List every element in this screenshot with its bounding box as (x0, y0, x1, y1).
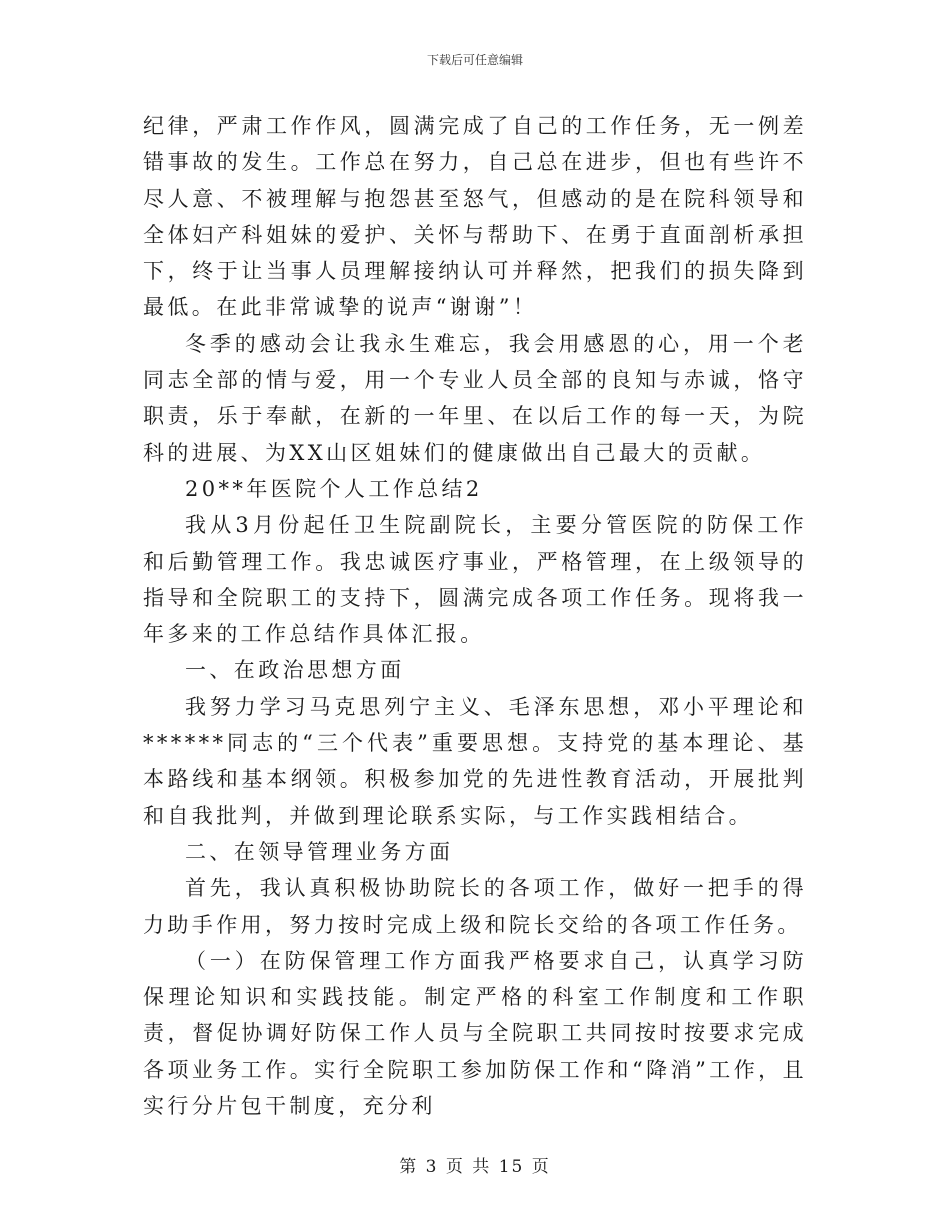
paragraph-continuation: 纪律，严肃工作作风，圆满完成了自己的工作任务，无一例差错事故的发生。工作总在努力，自己总在进步，但也有些许不尽人意、不被理解与抱怨甚至怒气，但感动的是在院科领导和全体妇产科姐妹的爱护、关怀与帮助下、在勇于直面剖析承担下，终于让当事人员理解接纳认可并释然，把我们的损失降到最低。在此非常诚挚的说声“谢谢”！ (143, 114, 807, 320)
section-title-summary-2: 20**年医院个人工作总结2 (185, 476, 483, 501)
paragraph-leadership: 首先，我认真积极协助院长的各项工作，做好一把手的得力助手作用，努力按时完成上级和院长交给的各项工作任务。 (143, 876, 807, 937)
heading-leadership-management: 二、在领导管理业务方面 (185, 839, 454, 864)
paragraph-prevention-management: （一）在防保管理工作方面我严格要求自己，认真学习防保理论知识和实践技能。制定严格的科室工作制度和工作职责，督促协调好防保工作人员与全院职工共同按时按要求完成各项业务工作。实行全院职工参加防保工作和“降消”工作，且实行分片包干制度，充分利 (143, 948, 807, 1119)
page-number: 第 3 页 共 15 页 (399, 1157, 551, 1177)
heading-political-thought: 一、在政治思想方面 (185, 658, 405, 683)
paragraph-winter-gratitude: 冬季的感动会让我永生难忘，我会用感恩的心，用一个老同志全部的情与爱，用一个专业人员全部的良知与赤诚，恪守职责，乐于奉献，在新的一年里、在以后工作的每一天，为院科的进展、为XX山区姐妹们的健康做出自己最大的贡献。 (143, 331, 807, 465)
document-body (143, 108, 807, 1124)
paragraph-political-thought: 我努力学习马克思列宁主义、毛泽东思想，邓小平理论和******同志的“三个代表”重要思想。支持党的基本理论、基本路线和基本纲领。积极参加党的先进性教育活动，开展批判和自我批判，并做到理论联系实际，与工作实践相结合。 (143, 694, 807, 828)
page-header-note: 下载后可任意编辑 (426, 53, 523, 67)
paragraph-introduction: 我从3月份起任卫生院副院长，主要分管医院的防保工作和后勤管理工作。我忠诚医疗事业，严格管理，在上级领导的指导和全院职工的支持下，圆满完成各项工作任务。现将我一年多来的工作总结作具体汇报。 (143, 513, 807, 647)
